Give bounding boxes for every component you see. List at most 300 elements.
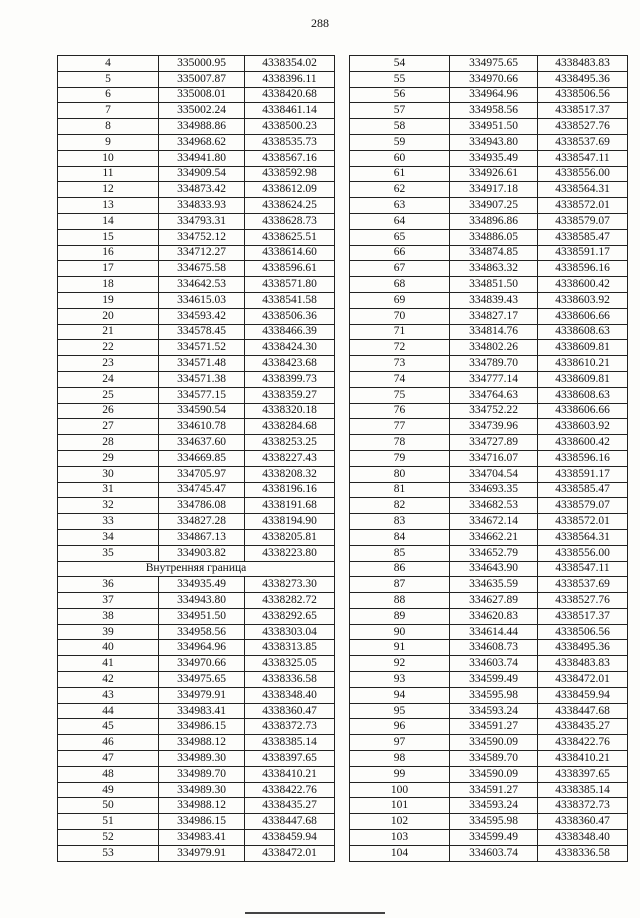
point-number-cell: 73 <box>350 356 450 372</box>
y-coordinate-cell: 4338591.17 <box>538 466 628 482</box>
point-number-cell: 98 <box>350 751 450 767</box>
table-row <box>58 56 335 72</box>
x-coordinate-cell: 334827.17 <box>450 308 538 324</box>
x-coordinate-cell: 334599.49 <box>450 672 538 688</box>
point-number-cell: 20 <box>58 308 159 324</box>
x-coordinate-cell: 335008.01 <box>159 87 245 103</box>
y-coordinate-cell: 4338585.47 <box>538 229 628 245</box>
x-coordinate-cell: 334571.52 <box>159 340 245 356</box>
table-row <box>350 466 628 482</box>
x-coordinate-cell: 334988.12 <box>159 798 245 814</box>
x-coordinate-cell: 334873.42 <box>159 182 245 198</box>
y-coordinate-cell: 4338556.00 <box>538 166 628 182</box>
y-coordinate-cell: 4338596.16 <box>538 450 628 466</box>
x-coordinate-cell: 334793.31 <box>159 213 245 229</box>
table-row <box>350 529 628 545</box>
y-coordinate-cell: 4338547.11 <box>538 561 628 577</box>
x-coordinate-cell: 334986.15 <box>159 814 245 830</box>
y-coordinate-cell: 4338537.69 <box>538 577 628 593</box>
x-coordinate-cell: 334951.50 <box>159 608 245 624</box>
point-number-cell: 15 <box>58 229 159 245</box>
point-number-cell: 77 <box>350 419 450 435</box>
table-row <box>350 735 628 751</box>
point-number-cell: 93 <box>350 672 450 688</box>
x-coordinate-cell: 334989.30 <box>159 751 245 767</box>
y-coordinate-cell: 4338385.14 <box>245 735 335 751</box>
point-number-cell: 56 <box>350 87 450 103</box>
x-coordinate-cell: 334907.25 <box>450 198 538 214</box>
point-number-cell: 40 <box>58 640 159 656</box>
y-coordinate-cell: 4338447.68 <box>245 814 335 830</box>
x-coordinate-cell: 334637.60 <box>159 435 245 451</box>
x-coordinate-cell: 334986.15 <box>159 719 245 735</box>
x-coordinate-cell: 334979.91 <box>159 845 245 861</box>
point-number-cell: 11 <box>58 166 159 182</box>
x-coordinate-cell: 334988.86 <box>159 119 245 135</box>
point-number-cell: 4 <box>58 56 159 72</box>
table-row <box>350 624 628 640</box>
y-coordinate-cell: 4338410.21 <box>538 751 628 767</box>
y-coordinate-cell: 4338273.30 <box>245 577 335 593</box>
coordinates-table-left <box>57 55 335 862</box>
table-row <box>58 640 335 656</box>
x-coordinate-cell: 334917.18 <box>450 182 538 198</box>
y-coordinate-cell: 4338612.09 <box>245 182 335 198</box>
y-coordinate-cell: 4338399.73 <box>245 371 335 387</box>
y-coordinate-cell: 4338461.14 <box>245 103 335 119</box>
x-coordinate-cell: 334777.14 <box>450 371 538 387</box>
table-row <box>58 845 335 861</box>
x-coordinate-cell: 334603.74 <box>450 845 538 861</box>
point-number-cell: 60 <box>350 150 450 166</box>
point-number-cell: 41 <box>58 656 159 672</box>
y-coordinate-cell: 4338506.36 <box>245 308 335 324</box>
point-number-cell: 5 <box>58 71 159 87</box>
point-number-cell: 82 <box>350 498 450 514</box>
table-row <box>350 845 628 861</box>
y-coordinate-cell: 4338567.16 <box>245 150 335 166</box>
point-number-cell: 46 <box>58 735 159 751</box>
table-body-right <box>350 56 628 862</box>
x-coordinate-cell: 334909.54 <box>159 166 245 182</box>
x-coordinate-cell: 334839.43 <box>450 292 538 308</box>
table-row <box>58 182 335 198</box>
x-coordinate-cell: 334712.27 <box>159 245 245 261</box>
x-coordinate-cell: 334739.96 <box>450 419 538 435</box>
point-number-cell: 69 <box>350 292 450 308</box>
table-row <box>58 292 335 308</box>
y-coordinate-cell: 4338196.16 <box>245 482 335 498</box>
y-coordinate-cell: 4338483.83 <box>538 56 628 72</box>
point-number-cell: 6 <box>58 87 159 103</box>
table-row <box>350 561 628 577</box>
y-coordinate-cell: 4338564.31 <box>538 182 628 198</box>
point-number-cell: 25 <box>58 387 159 403</box>
point-number-cell: 94 <box>350 687 450 703</box>
table-row <box>58 514 335 530</box>
table-row <box>350 166 628 182</box>
table-row <box>58 450 335 466</box>
y-coordinate-cell: 4338572.01 <box>538 514 628 530</box>
y-coordinate-cell: 4338495.36 <box>538 71 628 87</box>
x-coordinate-cell: 334627.89 <box>450 593 538 609</box>
table-row <box>58 766 335 782</box>
table-row <box>58 482 335 498</box>
point-number-cell: 72 <box>350 340 450 356</box>
y-coordinate-cell: 4338596.61 <box>245 261 335 277</box>
x-coordinate-cell: 334935.49 <box>159 577 245 593</box>
point-number-cell: 92 <box>350 656 450 672</box>
point-number-cell: 95 <box>350 703 450 719</box>
point-number-cell: 66 <box>350 245 450 261</box>
x-coordinate-cell: 334635.59 <box>450 577 538 593</box>
point-number-cell: 12 <box>58 182 159 198</box>
x-coordinate-cell: 334988.12 <box>159 735 245 751</box>
table-body-left <box>58 56 335 862</box>
x-coordinate-cell: 334571.48 <box>159 356 245 372</box>
x-coordinate-cell: 334590.09 <box>450 766 538 782</box>
y-coordinate-cell: 4338191.68 <box>245 498 335 514</box>
y-coordinate-cell: 4338459.94 <box>538 687 628 703</box>
table-row <box>350 798 628 814</box>
x-coordinate-cell: 334814.76 <box>450 324 538 340</box>
x-coordinate-cell: 334975.65 <box>159 672 245 688</box>
table-row <box>58 371 335 387</box>
y-coordinate-cell: 4338303.04 <box>245 624 335 640</box>
point-number-cell: 78 <box>350 435 450 451</box>
point-number-cell: 88 <box>350 593 450 609</box>
table-row <box>350 308 628 324</box>
point-number-cell: 99 <box>350 766 450 782</box>
x-coordinate-cell: 334590.54 <box>159 403 245 419</box>
y-coordinate-cell: 4338194.90 <box>245 514 335 530</box>
table-row <box>350 751 628 767</box>
x-coordinate-cell: 334833.93 <box>159 198 245 214</box>
table-row <box>350 103 628 119</box>
point-number-cell: 8 <box>58 119 159 135</box>
x-coordinate-cell: 334941.80 <box>159 150 245 166</box>
point-number-cell: 101 <box>350 798 450 814</box>
point-number-cell: 103 <box>350 830 450 846</box>
y-coordinate-cell: 4338223.80 <box>245 545 335 561</box>
table-row <box>58 229 335 245</box>
y-coordinate-cell: 4338591.17 <box>538 245 628 261</box>
x-coordinate-cell: 334593.24 <box>450 798 538 814</box>
y-coordinate-cell: 4338625.51 <box>245 229 335 245</box>
x-coordinate-cell: 334926.61 <box>450 166 538 182</box>
coordinates-table-right <box>349 55 628 862</box>
y-coordinate-cell: 4338547.11 <box>538 150 628 166</box>
bottom-rule <box>245 912 385 914</box>
table-row <box>350 198 628 214</box>
point-number-cell: 33 <box>58 514 159 530</box>
table-row <box>350 134 628 150</box>
page-number: 288 <box>311 16 329 30</box>
table-row <box>350 56 628 72</box>
table-row <box>58 466 335 482</box>
table-row <box>350 545 628 561</box>
point-number-cell: 51 <box>58 814 159 830</box>
x-coordinate-cell: 334571.38 <box>159 371 245 387</box>
y-coordinate-cell: 4338506.56 <box>538 624 628 640</box>
y-coordinate-cell: 4338606.66 <box>538 403 628 419</box>
point-number-cell: 48 <box>58 766 159 782</box>
table-row <box>350 672 628 688</box>
point-number-cell: 36 <box>58 577 159 593</box>
point-number-cell: 74 <box>350 371 450 387</box>
point-number-cell: 54 <box>350 56 450 72</box>
table-row <box>350 608 628 624</box>
y-coordinate-cell: 4338227.43 <box>245 450 335 466</box>
point-number-cell: 58 <box>350 119 450 135</box>
y-coordinate-cell: 4338556.00 <box>538 545 628 561</box>
point-number-cell: 26 <box>58 403 159 419</box>
x-coordinate-cell: 334716.07 <box>450 450 538 466</box>
y-coordinate-cell: 4338628.73 <box>245 213 335 229</box>
table-row <box>58 308 335 324</box>
y-coordinate-cell: 4338592.98 <box>245 166 335 182</box>
x-coordinate-cell: 334704.54 <box>450 466 538 482</box>
table-row <box>350 87 628 103</box>
table-row <box>350 340 628 356</box>
x-coordinate-cell: 334642.53 <box>159 277 245 293</box>
point-number-cell: 29 <box>58 450 159 466</box>
y-coordinate-cell: 4338208.32 <box>245 466 335 482</box>
y-coordinate-cell: 4338609.81 <box>538 340 628 356</box>
x-coordinate-cell: 334764.63 <box>450 387 538 403</box>
x-coordinate-cell: 334578.45 <box>159 324 245 340</box>
point-number-cell: 18 <box>58 277 159 293</box>
point-number-cell: 32 <box>58 498 159 514</box>
table-row <box>58 735 335 751</box>
table-row <box>58 387 335 403</box>
x-coordinate-cell: 334958.56 <box>159 624 245 640</box>
x-coordinate-cell: 334958.56 <box>450 103 538 119</box>
point-number-cell: 37 <box>58 593 159 609</box>
x-coordinate-cell: 334874.85 <box>450 245 538 261</box>
y-coordinate-cell: 4338500.23 <box>245 119 335 135</box>
y-coordinate-cell: 4338320.18 <box>245 403 335 419</box>
table-row <box>58 498 335 514</box>
table-row <box>350 371 628 387</box>
y-coordinate-cell: 4338495.36 <box>538 640 628 656</box>
table-row <box>58 87 335 103</box>
table-row <box>350 656 628 672</box>
y-coordinate-cell: 4338535.73 <box>245 134 335 150</box>
x-coordinate-cell: 334662.21 <box>450 529 538 545</box>
table-row <box>58 324 335 340</box>
y-coordinate-cell: 4338603.92 <box>538 292 628 308</box>
point-number-cell: 39 <box>58 624 159 640</box>
x-coordinate-cell: 334672.14 <box>450 514 538 530</box>
table-row <box>350 119 628 135</box>
point-number-cell: 100 <box>350 782 450 798</box>
point-number-cell: 102 <box>350 814 450 830</box>
table-row <box>58 356 335 372</box>
x-coordinate-cell: 334752.22 <box>450 403 538 419</box>
y-coordinate-cell: 4338424.30 <box>245 340 335 356</box>
x-coordinate-cell: 334591.27 <box>450 782 538 798</box>
y-coordinate-cell: 4338527.76 <box>538 119 628 135</box>
point-number-cell: 63 <box>350 198 450 214</box>
y-coordinate-cell: 4338360.47 <box>245 703 335 719</box>
table-row <box>58 119 335 135</box>
table-row <box>58 656 335 672</box>
table-row <box>350 292 628 308</box>
x-coordinate-cell: 334968.62 <box>159 134 245 150</box>
point-number-cell: 16 <box>58 245 159 261</box>
point-number-cell: 10 <box>58 150 159 166</box>
y-coordinate-cell: 4338372.73 <box>245 719 335 735</box>
table-row <box>350 703 628 719</box>
point-number-cell: 87 <box>350 577 450 593</box>
point-number-cell: 97 <box>350 735 450 751</box>
x-coordinate-cell: 334593.24 <box>450 703 538 719</box>
point-number-cell: 81 <box>350 482 450 498</box>
y-coordinate-cell: 4338579.07 <box>538 213 628 229</box>
table-row <box>350 245 628 261</box>
table-row <box>350 514 628 530</box>
point-number-cell: 34 <box>58 529 159 545</box>
table-row <box>350 403 628 419</box>
x-coordinate-cell: 334615.03 <box>159 292 245 308</box>
point-number-cell: 27 <box>58 419 159 435</box>
table-row <box>58 166 335 182</box>
point-number-cell: 104 <box>350 845 450 861</box>
point-number-cell: 42 <box>58 672 159 688</box>
y-coordinate-cell: 4338596.16 <box>538 261 628 277</box>
table-row <box>58 103 335 119</box>
y-coordinate-cell: 4338572.01 <box>538 198 628 214</box>
x-coordinate-cell: 334867.13 <box>159 529 245 545</box>
table-row <box>58 545 335 561</box>
y-coordinate-cell: 4338360.47 <box>538 814 628 830</box>
x-coordinate-cell: 334614.44 <box>450 624 538 640</box>
y-coordinate-cell: 4338537.69 <box>538 134 628 150</box>
point-number-cell: 80 <box>350 466 450 482</box>
x-coordinate-cell: 334943.80 <box>159 593 245 609</box>
y-coordinate-cell: 4338614.60 <box>245 245 335 261</box>
point-number-cell: 45 <box>58 719 159 735</box>
point-number-cell: 76 <box>350 403 450 419</box>
x-coordinate-cell: 334603.74 <box>450 656 538 672</box>
x-coordinate-cell: 334652.79 <box>450 545 538 561</box>
y-coordinate-cell: 4338284.68 <box>245 419 335 435</box>
point-number-cell: 14 <box>58 213 159 229</box>
table-row <box>350 782 628 798</box>
x-coordinate-cell: 334964.96 <box>159 640 245 656</box>
table-row <box>58 419 335 435</box>
table-row <box>58 830 335 846</box>
y-coordinate-cell: 4338336.58 <box>538 845 628 861</box>
x-coordinate-cell: 334595.98 <box>450 814 538 830</box>
x-coordinate-cell: 334669.85 <box>159 450 245 466</box>
x-coordinate-cell: 334786.08 <box>159 498 245 514</box>
y-coordinate-cell: 4338600.42 <box>538 435 628 451</box>
x-coordinate-cell: 334789.70 <box>450 356 538 372</box>
table-row <box>350 482 628 498</box>
point-number-cell: 68 <box>350 277 450 293</box>
y-coordinate-cell: 4338397.65 <box>538 766 628 782</box>
y-coordinate-cell: 4338472.01 <box>245 845 335 861</box>
point-number-cell: 13 <box>58 198 159 214</box>
table-row <box>58 593 335 609</box>
table-row <box>58 435 335 451</box>
x-coordinate-cell: 334591.27 <box>450 719 538 735</box>
table-row <box>350 419 628 435</box>
table-row <box>58 608 335 624</box>
point-number-cell: 21 <box>58 324 159 340</box>
point-number-cell: 28 <box>58 435 159 451</box>
y-coordinate-cell: 4338541.58 <box>245 292 335 308</box>
table-row <box>350 640 628 656</box>
x-coordinate-cell: 334863.32 <box>450 261 538 277</box>
x-coordinate-cell: 334610.78 <box>159 419 245 435</box>
y-coordinate-cell: 4338609.81 <box>538 371 628 387</box>
point-number-cell: 79 <box>350 450 450 466</box>
point-number-cell: 62 <box>350 182 450 198</box>
y-coordinate-cell: 4338397.65 <box>245 751 335 767</box>
table-row <box>58 261 335 277</box>
x-coordinate-cell: 334682.53 <box>450 498 538 514</box>
point-number-cell: 71 <box>350 324 450 340</box>
y-coordinate-cell: 4338571.80 <box>245 277 335 293</box>
point-number-cell: 7 <box>58 103 159 119</box>
y-coordinate-cell: 4338325.05 <box>245 656 335 672</box>
x-coordinate-cell: 334590.09 <box>450 735 538 751</box>
table-row <box>350 577 628 593</box>
x-coordinate-cell: 335007.87 <box>159 71 245 87</box>
table-row <box>58 134 335 150</box>
point-number-cell: 57 <box>350 103 450 119</box>
x-coordinate-cell: 334886.05 <box>450 229 538 245</box>
table-row <box>350 435 628 451</box>
table-row <box>58 687 335 703</box>
x-coordinate-cell: 334727.89 <box>450 435 538 451</box>
x-coordinate-cell: 334599.49 <box>450 830 538 846</box>
point-number-cell: 31 <box>58 482 159 498</box>
x-coordinate-cell: 334896.86 <box>450 213 538 229</box>
table-row <box>350 766 628 782</box>
point-number-cell: 44 <box>58 703 159 719</box>
y-coordinate-cell: 4338423.68 <box>245 356 335 372</box>
table-row <box>350 814 628 830</box>
x-coordinate-cell: 334851.50 <box>450 277 538 293</box>
x-coordinate-cell: 334970.66 <box>159 656 245 672</box>
y-coordinate-cell: 4338253.25 <box>245 435 335 451</box>
x-coordinate-cell: 334589.70 <box>450 751 538 767</box>
x-coordinate-cell: 334964.96 <box>450 87 538 103</box>
y-coordinate-cell: 4338472.01 <box>538 672 628 688</box>
point-number-cell: 30 <box>58 466 159 482</box>
table-row <box>350 593 628 609</box>
x-coordinate-cell: 334989.30 <box>159 782 245 798</box>
y-coordinate-cell: 4338420.68 <box>245 87 335 103</box>
y-coordinate-cell: 4338447.68 <box>538 703 628 719</box>
table-row <box>350 324 628 340</box>
x-coordinate-cell: 334752.12 <box>159 229 245 245</box>
x-coordinate-cell: 334643.90 <box>450 561 538 577</box>
x-coordinate-cell: 334989.70 <box>159 766 245 782</box>
point-number-cell: 65 <box>350 229 450 245</box>
point-number-cell: 52 <box>58 830 159 846</box>
table-row <box>350 71 628 87</box>
table-row <box>58 814 335 830</box>
x-coordinate-cell: 335002.24 <box>159 103 245 119</box>
section-row <box>58 561 335 577</box>
x-coordinate-cell: 334979.91 <box>159 687 245 703</box>
y-coordinate-cell: 4338410.21 <box>245 766 335 782</box>
